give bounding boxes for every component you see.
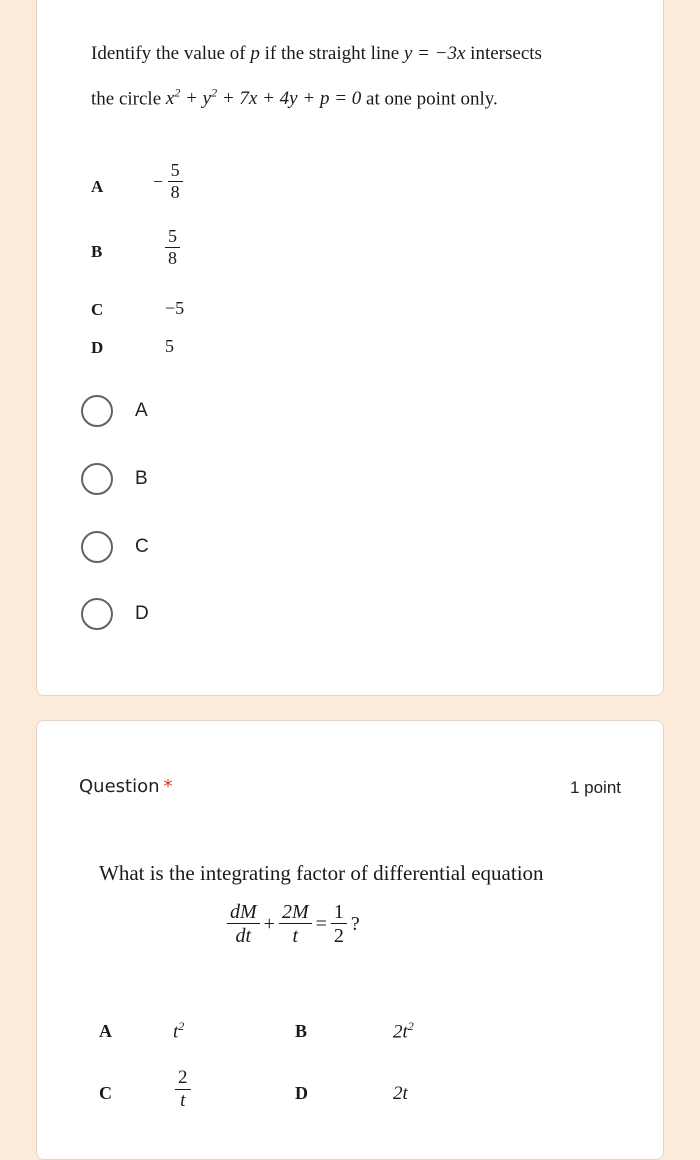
question-text-line-2: the circle $x^2 + y^2 + 7x + 4y + p = 0$ at one point only. <box>91 86 498 110</box>
q2-option-letter-a: A <box>99 1021 112 1041</box>
q2-option-value-d: 2t <box>393 1083 408 1104</box>
q2-option-letter-c: C <box>99 1083 112 1103</box>
required-asterisk: * <box>163 776 173 797</box>
radio-button-b[interactable] <box>81 463 113 495</box>
q2-option-value-a: $t^2$ <box>173 1019 185 1043</box>
question-text: What is the integrating factor of differential equation <box>99 861 544 885</box>
choice-b[interactable] <box>81 463 148 495</box>
choice-label-d: D <box>135 603 149 624</box>
radio-button-c[interactable] <box>81 531 113 563</box>
question-title: Question * <box>79 776 173 797</box>
question-text-line-1: Identify the value of p if the straight line y = −3x intersects <box>91 43 542 64</box>
option-value-b: $\frac{5}{8}$ <box>165 227 180 269</box>
radio-button-d[interactable] <box>81 598 113 630</box>
option-letter-a: A <box>91 177 104 196</box>
option-letter-b: B <box>91 242 103 261</box>
option-letter-c: C <box>91 300 104 319</box>
choice-label-a: A <box>135 400 148 421</box>
q2-option-value-b: $2t^2$ <box>393 1019 414 1043</box>
option-value-d: 5 <box>165 336 174 356</box>
radio-button-a[interactable] <box>81 395 113 427</box>
choice-a[interactable] <box>81 395 148 427</box>
option-value-c: −5 <box>165 298 185 318</box>
question-card-2 <box>36 720 664 1160</box>
choice-label-c: C <box>135 536 149 557</box>
question-points: 1 point <box>569 778 621 797</box>
q2-option-value-c: $\frac{2}{t}$ <box>175 1068 191 1112</box>
q2-option-letter-d: D <box>295 1083 308 1103</box>
circle-equation: $x^2 + y^2 + 7x + 4y + p = 0$ <box>165 86 362 110</box>
choice-d[interactable] <box>81 598 149 630</box>
line-equation: y = −3x <box>403 43 466 64</box>
q2-option-letter-b: B <box>295 1021 308 1041</box>
option-letter-d: D <box>91 338 104 357</box>
choice-label-b: B <box>135 468 148 489</box>
option-value-a: − $\frac{5}{8}$ <box>153 161 183 203</box>
differential-equation: $\frac{dM}{dt}$ + $\frac{2M}{t}$ = $\frac{1}{2}$ ? <box>227 901 360 947</box>
question-card-1 <box>36 0 664 696</box>
choice-c[interactable] <box>81 531 149 563</box>
